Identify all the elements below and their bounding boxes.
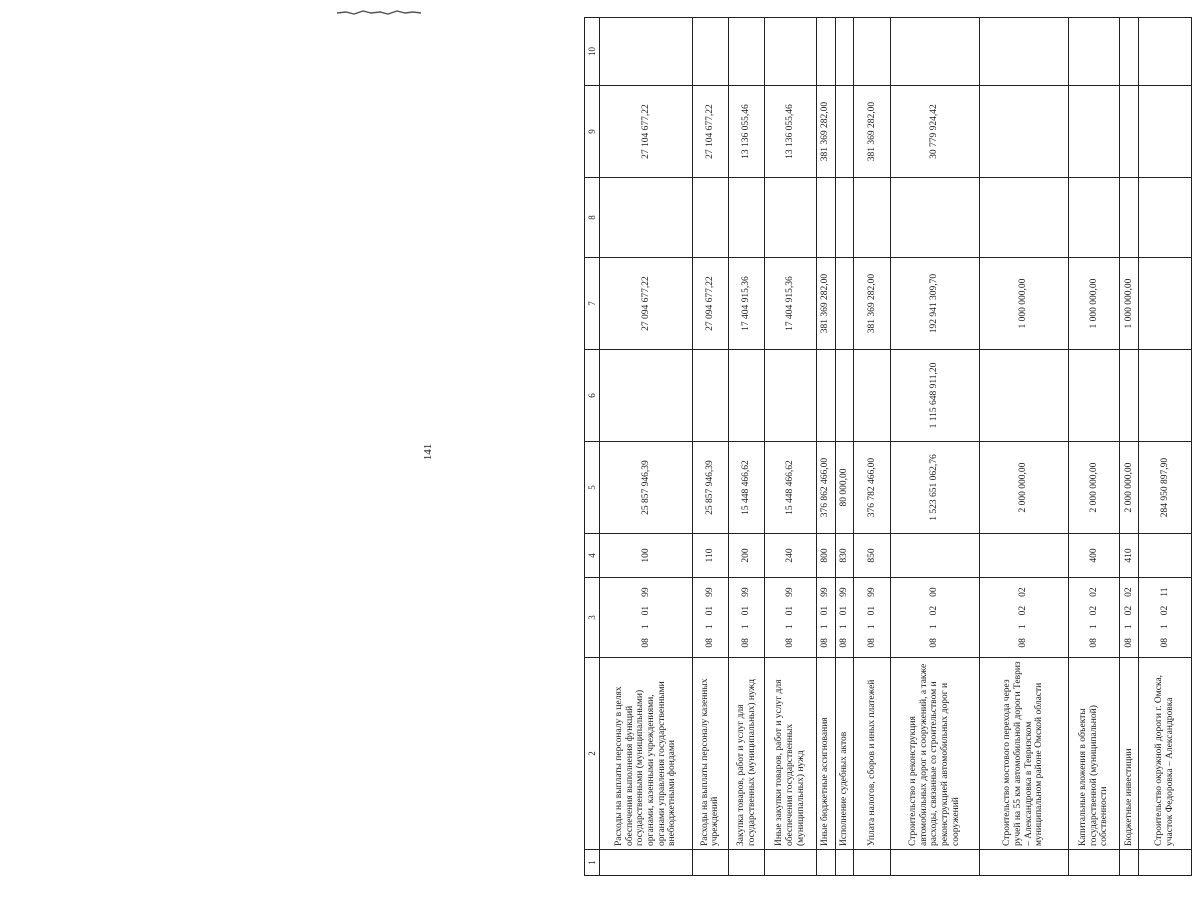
amount-cell-8 bbox=[1120, 178, 1139, 258]
expense-kind-cell bbox=[890, 534, 979, 578]
row-name-cell: Закупка товаров, работ и услуг для государственных (муниципальных) нужд bbox=[728, 658, 764, 850]
amount-cell-8 bbox=[600, 178, 693, 258]
code-part: 02 bbox=[1088, 605, 1099, 616]
amount-cell-9 bbox=[979, 86, 1068, 178]
column-header: 9 bbox=[585, 86, 600, 178]
code-part: 08 bbox=[785, 638, 796, 648]
amount-cell-6 bbox=[692, 350, 728, 442]
amount-cell-8 bbox=[728, 178, 764, 258]
amount-cell-7: 17 404 915,36 bbox=[765, 258, 816, 350]
code-part: 1 bbox=[866, 624, 877, 630]
code-part: 1 bbox=[705, 624, 716, 630]
amount-cell-5: 15 448 466,62 bbox=[765, 442, 816, 534]
table-row bbox=[835, 18, 854, 876]
amount-cell-7: 27 094 677,22 bbox=[600, 258, 693, 350]
amount-cell-10 bbox=[765, 18, 816, 86]
table-row bbox=[692, 18, 728, 876]
amount-cell-9: 27 104 677,22 bbox=[600, 86, 693, 178]
amount-cell-5: 2 000 000,00 bbox=[979, 442, 1068, 534]
amount-cell-6: 1 115 648 911,20 bbox=[890, 350, 979, 442]
expense-kind-cell: 800 bbox=[816, 534, 835, 578]
code-part: 01 bbox=[839, 605, 850, 616]
table-row bbox=[728, 18, 764, 876]
amount-cell-7: 27 094 677,22 bbox=[692, 258, 728, 350]
table-row bbox=[1139, 18, 1192, 876]
amount-cell-7: 17 404 915,36 bbox=[728, 258, 764, 350]
expense-kind-cell: 240 bbox=[765, 534, 816, 578]
expense-kind-cell: 100 bbox=[600, 534, 693, 578]
row-name-cell: Строительство и реконструкция автомобильных дорог и сооружений, а также расходы, связанные со строительством и реконструкцией автомобильных дорог и сооружений bbox=[890, 658, 979, 850]
code-part: 02 bbox=[1018, 587, 1029, 597]
code-part: 1 bbox=[820, 624, 831, 630]
code-part: 08 bbox=[929, 638, 940, 648]
column-header: 1 bbox=[585, 850, 600, 876]
code-part: 99 bbox=[820, 587, 831, 597]
amount-cell-9: 27 104 677,22 bbox=[692, 86, 728, 178]
code-part: 08 bbox=[640, 638, 651, 648]
row-name-cell: Бюджетные инвестиции bbox=[1120, 658, 1139, 850]
amount-cell-7: 1 000 000,00 bbox=[979, 258, 1068, 350]
code-part: 02 bbox=[1159, 605, 1170, 616]
code-part: 02 bbox=[929, 605, 940, 616]
code-part: 08 bbox=[741, 638, 752, 648]
column-header: 2 bbox=[585, 658, 600, 850]
amount-cell-9: 30 779 924,42 bbox=[890, 86, 979, 178]
table-body bbox=[600, 18, 1192, 876]
amount-cell-8 bbox=[765, 178, 816, 258]
amount-cell-10 bbox=[1139, 18, 1192, 86]
amount-cell-7 bbox=[835, 258, 854, 350]
table-row bbox=[600, 18, 693, 876]
amount-cell-8 bbox=[835, 178, 854, 258]
row-name-cell: Уплата налогов, сборов и иных платежей bbox=[854, 658, 890, 850]
row-index-cell bbox=[835, 850, 854, 876]
page-number: 141 bbox=[422, 443, 434, 461]
row-name-cell: Расходы на выплаты персоналу в целях обеспечения выполнения функций государственными (муниципальными) органами, казенными учреждениями, органами управления государственными внебюджетными фондами bbox=[600, 658, 693, 850]
amount-cell-6 bbox=[854, 350, 890, 442]
amount-cell-5: 25 857 946,39 bbox=[600, 442, 693, 534]
table-row bbox=[1068, 18, 1119, 876]
row-index-cell bbox=[600, 850, 693, 876]
code-part: 08 bbox=[1088, 638, 1099, 648]
table-row bbox=[816, 18, 835, 876]
amount-cell-8 bbox=[692, 178, 728, 258]
amount-cell-6 bbox=[765, 350, 816, 442]
amount-cell-10 bbox=[890, 18, 979, 86]
amount-cell-9 bbox=[1139, 86, 1192, 178]
amount-cell-10 bbox=[1068, 18, 1119, 86]
code-part: 02 bbox=[1123, 587, 1134, 597]
code-part: 01 bbox=[866, 605, 877, 616]
budget-table bbox=[584, 17, 1192, 876]
target-article-code-cell bbox=[1139, 578, 1192, 658]
code-part: 01 bbox=[741, 605, 752, 616]
code-part: 99 bbox=[785, 587, 796, 597]
amount-cell-7: 1 000 000,00 bbox=[1120, 258, 1139, 350]
code-part: 1 bbox=[929, 624, 940, 630]
row-name-cell: Исполнение судебных актов bbox=[835, 658, 854, 850]
row-index-cell bbox=[765, 850, 816, 876]
code-part: 1 bbox=[1018, 624, 1029, 630]
amount-cell-6 bbox=[816, 350, 835, 442]
target-article-code-cell bbox=[728, 578, 764, 658]
target-article-code-cell bbox=[1068, 578, 1119, 658]
amount-cell-6 bbox=[1120, 350, 1139, 442]
row-name-cell: Иные закупки товаров, работ и услуг для обеспечения государственных (муниципальных) нужд bbox=[765, 658, 816, 850]
row-name-cell: Иные бюджетные ассигнования bbox=[816, 658, 835, 850]
row-index-cell bbox=[854, 850, 890, 876]
expense-kind-cell: 200 bbox=[728, 534, 764, 578]
column-header: 4 bbox=[585, 534, 600, 578]
row-index-cell bbox=[1068, 850, 1119, 876]
code-part: 08 bbox=[839, 638, 850, 648]
code-part: 1 bbox=[1088, 624, 1099, 630]
code-part: 1 bbox=[1159, 624, 1170, 629]
table-row bbox=[979, 18, 1068, 876]
amount-cell-7: 1 000 000,00 bbox=[1068, 258, 1119, 350]
code-part: 01 bbox=[705, 605, 716, 616]
row-name-cell: Строительство окружной дороги г. Омска, участок Федоровка – Александровка bbox=[1139, 658, 1192, 850]
code-part: 08 bbox=[1018, 638, 1029, 648]
amount-cell-5: 80 000,00 bbox=[835, 442, 854, 534]
code-part: 99 bbox=[640, 587, 651, 597]
amount-cell-5: 15 448 466,62 bbox=[728, 442, 764, 534]
row-name-cell: Капитальные вложения в объекты государственной (муниципальной) собственности bbox=[1068, 658, 1119, 850]
amount-cell-7 bbox=[1139, 258, 1192, 350]
row-index-cell bbox=[1120, 850, 1139, 876]
column-header: 7 bbox=[585, 258, 600, 350]
amount-cell-7: 192 941 309,70 bbox=[890, 258, 979, 350]
code-part: 99 bbox=[741, 587, 752, 597]
row-index-cell bbox=[1139, 850, 1192, 876]
amount-cell-9 bbox=[1120, 86, 1139, 178]
amount-cell-5: 2 000 000,00 bbox=[1068, 442, 1119, 534]
code-part: 1 bbox=[785, 624, 796, 630]
target-article-code-cell bbox=[692, 578, 728, 658]
amount-cell-8 bbox=[854, 178, 890, 258]
code-part: 08 bbox=[1123, 638, 1134, 648]
amount-cell-10 bbox=[835, 18, 854, 86]
amount-cell-9: 381 369 282,00 bbox=[816, 86, 835, 178]
amount-cell-6 bbox=[1139, 350, 1192, 442]
row-name-cell: Расходы на выплаты персоналу казенных учреждений bbox=[692, 658, 728, 850]
table-row bbox=[854, 18, 890, 876]
amount-cell-8 bbox=[816, 178, 835, 258]
code-part: 00 bbox=[929, 587, 940, 597]
amount-cell-8 bbox=[890, 178, 979, 258]
amount-cell-9: 13 136 055,46 bbox=[728, 86, 764, 178]
amount-cell-10 bbox=[1120, 18, 1139, 86]
amount-cell-5: 284 950 897,90 bbox=[1139, 442, 1192, 534]
row-index-cell bbox=[692, 850, 728, 876]
target-article-code-cell bbox=[816, 578, 835, 658]
amount-cell-10 bbox=[728, 18, 764, 86]
expense-kind-cell: 850 bbox=[854, 534, 890, 578]
amount-cell-7: 381 369 282,00 bbox=[854, 258, 890, 350]
target-article-code-cell bbox=[890, 578, 979, 658]
code-part: 11 bbox=[1159, 587, 1170, 597]
column-header: 5 bbox=[585, 442, 600, 534]
target-article-code-cell bbox=[854, 578, 890, 658]
amount-cell-5: 376 782 466,00 bbox=[854, 442, 890, 534]
row-name-cell: Строительство мостового перехода через ручей на 55 км автомобильной дороги Тевриз – Александровка в Тевризском муниципальном районе Омской области bbox=[979, 658, 1068, 850]
row-index-cell bbox=[979, 850, 1068, 876]
header-row bbox=[585, 18, 600, 876]
amount-cell-8 bbox=[979, 178, 1068, 258]
amount-cell-10 bbox=[600, 18, 693, 86]
header-scan-mark bbox=[336, 9, 422, 16]
row-index-cell bbox=[728, 850, 764, 876]
amount-cell-5: 376 862 466,00 bbox=[816, 442, 835, 534]
column-header: 10 bbox=[585, 18, 600, 86]
code-part: 01 bbox=[785, 605, 796, 616]
row-index-cell bbox=[816, 850, 835, 876]
amount-cell-10 bbox=[692, 18, 728, 86]
code-part: 01 bbox=[820, 605, 831, 616]
amount-cell-6 bbox=[728, 350, 764, 442]
amount-cell-10 bbox=[854, 18, 890, 86]
code-part: 1 bbox=[741, 624, 752, 630]
amount-cell-9: 13 136 055,46 bbox=[765, 86, 816, 178]
expense-kind-cell bbox=[979, 534, 1068, 578]
expense-kind-cell: 400 bbox=[1068, 534, 1119, 578]
target-article-code-cell bbox=[600, 578, 693, 658]
table-row bbox=[890, 18, 979, 876]
code-part: 08 bbox=[866, 638, 877, 648]
column-header: 8 bbox=[585, 178, 600, 258]
code-part: 01 bbox=[640, 605, 651, 616]
code-part: 1 bbox=[1123, 624, 1134, 630]
target-article-code-cell bbox=[765, 578, 816, 658]
code-part: 99 bbox=[866, 587, 877, 597]
table-row bbox=[765, 18, 816, 876]
column-header: 6 bbox=[585, 350, 600, 442]
table-row bbox=[1120, 18, 1139, 876]
amount-cell-6 bbox=[835, 350, 854, 442]
amount-cell-9 bbox=[1068, 86, 1119, 178]
code-part: 1 bbox=[640, 624, 651, 630]
row-index-cell bbox=[890, 850, 979, 876]
expense-kind-cell bbox=[1139, 534, 1192, 578]
amount-cell-5: 25 857 946,39 bbox=[692, 442, 728, 534]
amount-cell-6 bbox=[979, 350, 1068, 442]
amount-cell-8 bbox=[1139, 178, 1192, 258]
code-part: 02 bbox=[1088, 587, 1099, 597]
rotated-table-wrapper bbox=[584, 18, 1192, 876]
amount-cell-9: 381 369 282,00 bbox=[854, 86, 890, 178]
expense-kind-cell: 410 bbox=[1120, 534, 1139, 578]
amount-cell-6 bbox=[1068, 350, 1119, 442]
code-part: 02 bbox=[1018, 605, 1029, 616]
amount-cell-5: 2 000 000,00 bbox=[1120, 442, 1139, 534]
code-part: 08 bbox=[705, 638, 716, 648]
expense-kind-cell: 110 bbox=[692, 534, 728, 578]
code-part: 08 bbox=[820, 638, 831, 648]
amount-cell-5: 1 523 651 062,76 bbox=[890, 442, 979, 534]
code-part: 02 bbox=[1123, 605, 1134, 616]
amount-cell-9 bbox=[835, 86, 854, 178]
amount-cell-10 bbox=[979, 18, 1068, 86]
amount-cell-10 bbox=[816, 18, 835, 86]
code-part: 08 bbox=[1159, 637, 1170, 648]
code-part: 99 bbox=[705, 587, 716, 597]
code-part: 1 bbox=[839, 624, 850, 630]
amount-cell-8 bbox=[1068, 178, 1119, 258]
target-article-code-cell bbox=[835, 578, 854, 658]
amount-cell-6 bbox=[600, 350, 693, 442]
target-article-code-cell bbox=[979, 578, 1068, 658]
expense-kind-cell: 830 bbox=[835, 534, 854, 578]
target-article-code-cell bbox=[1120, 578, 1139, 658]
amount-cell-7: 381 369 282,00 bbox=[816, 258, 835, 350]
code-part: 99 bbox=[839, 587, 850, 597]
column-header: 3 bbox=[585, 578, 600, 658]
